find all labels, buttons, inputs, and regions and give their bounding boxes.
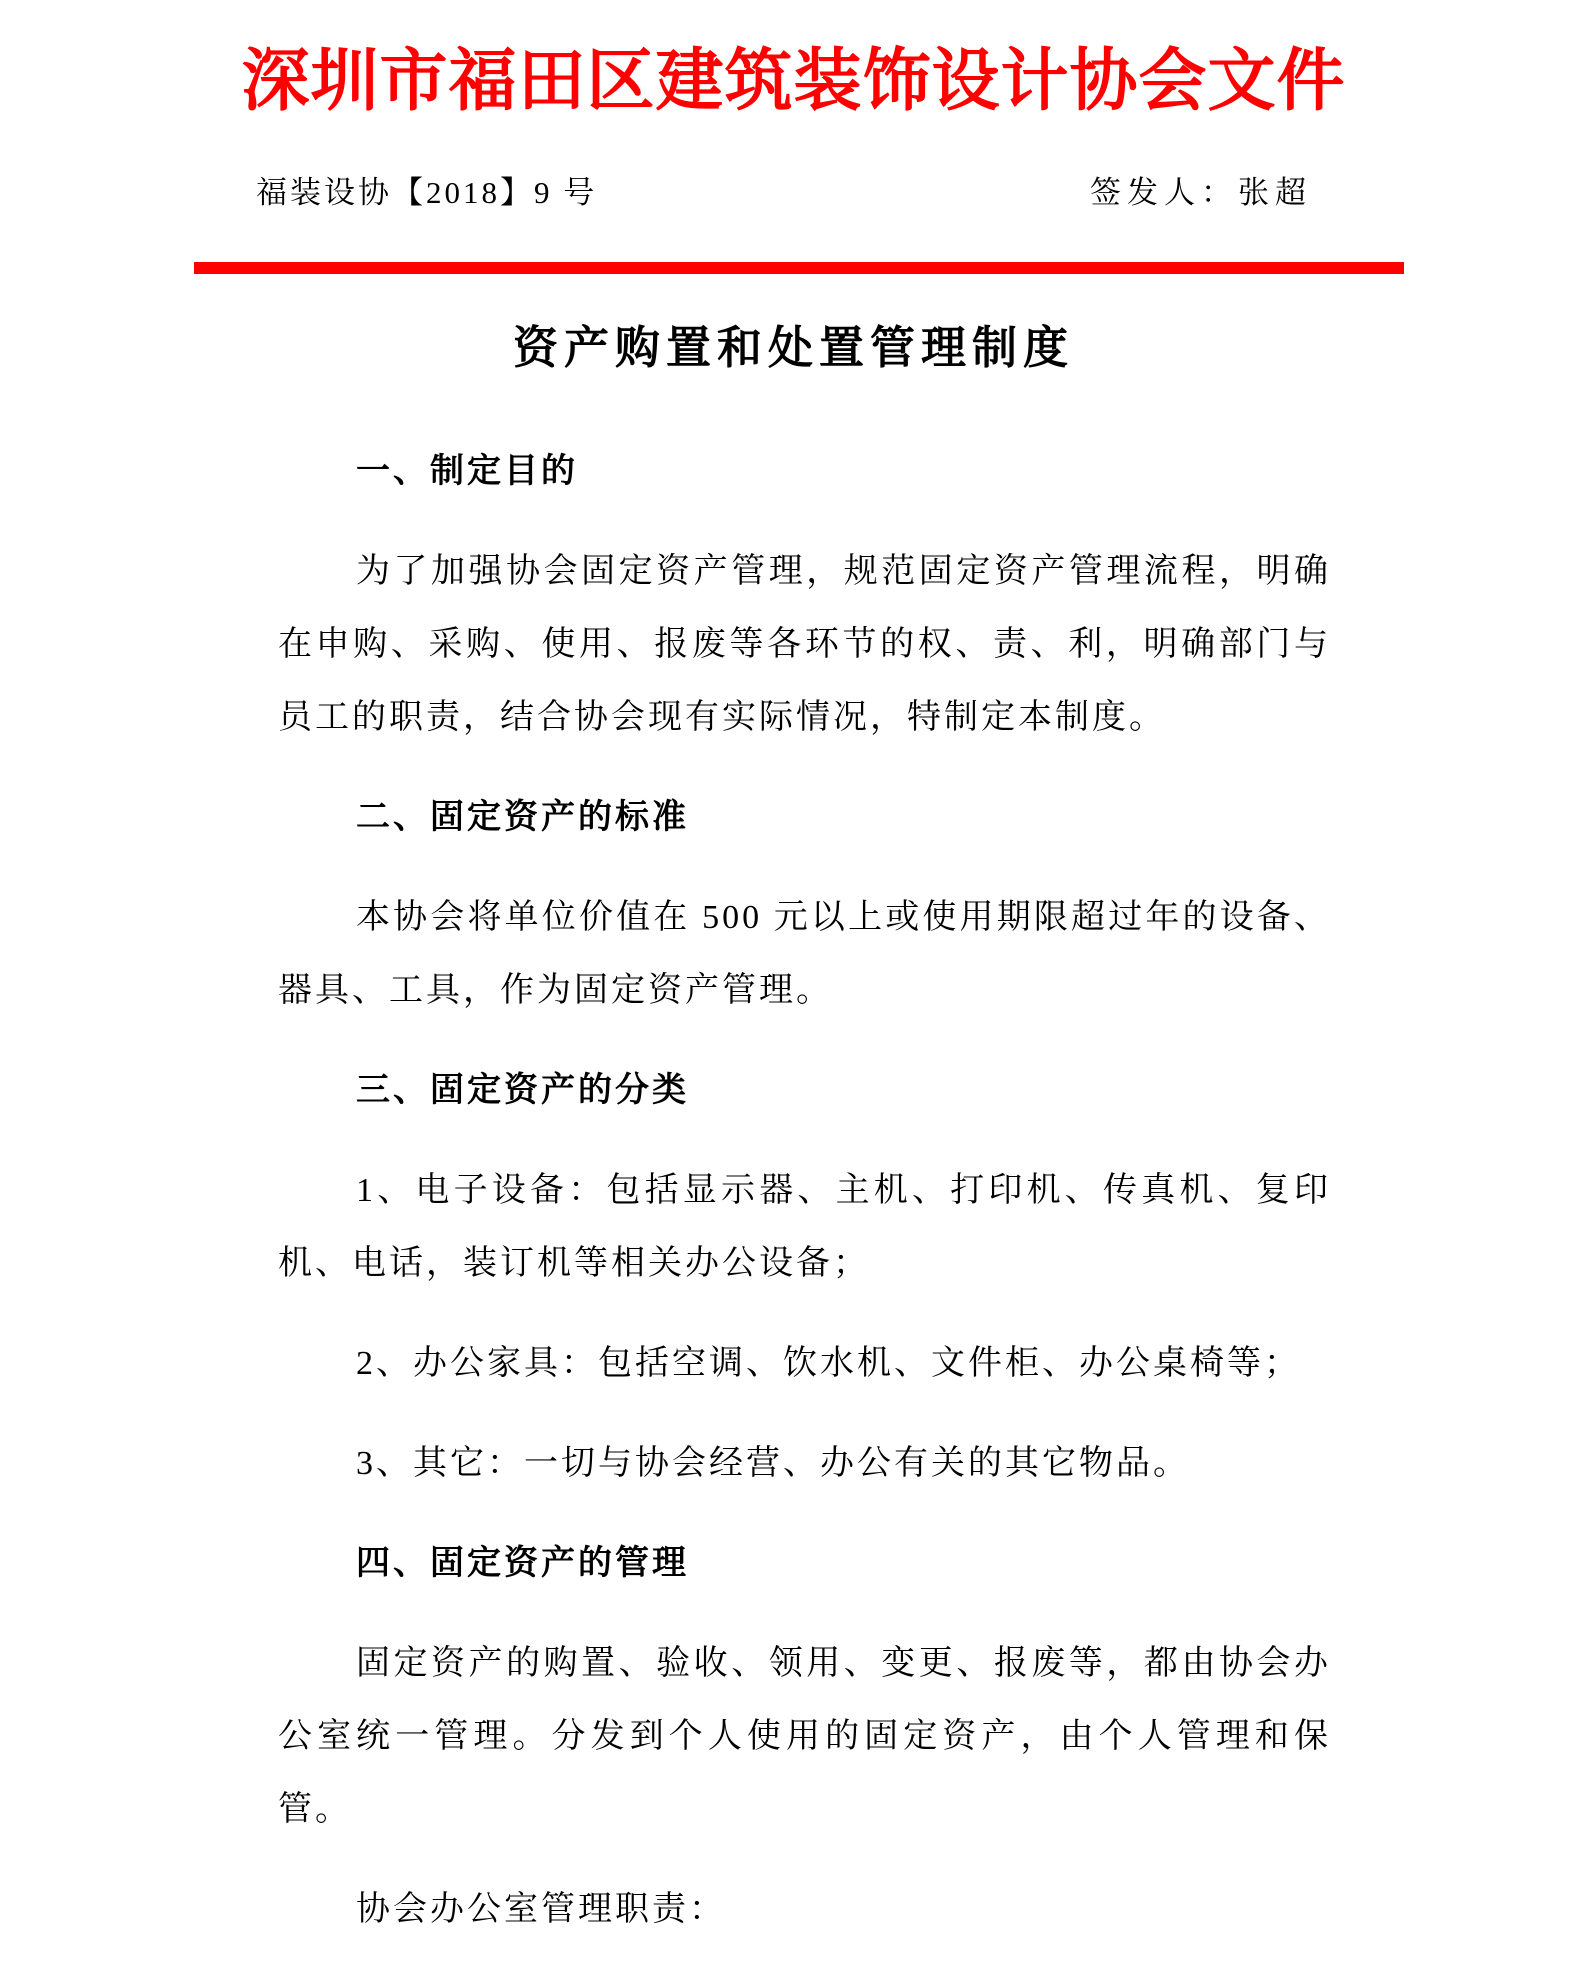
section-heading-1: 一、制定目的 [356,453,578,490]
section-heading-4: 四、固定资产的管理 [356,1545,689,1582]
doc-number: 福装设协【2018】9 号 [256,175,598,210]
paragraph: 2、办公家具：包括空调、饮水机、文件柜、办公桌椅等； [356,1345,1301,1382]
paragraph: 1、电子设备：包括显示器、主机、打印机、传真机、复印机、电话，装订机等相关办公设备； [278,1172,1331,1282]
signer-name: 签发人：张超 [1090,175,1312,210]
paragraph: 协会办公室管理职责： [356,1891,726,1928]
letterhead-divider-rule [194,262,1404,274]
doc-info-row [256,172,1312,214]
document-body [278,435,1331,1973]
letterhead-org-title: 深圳市福田区建筑装饰设计协会文件 [241,43,1346,119]
document-title: 资产购置和处置管理制度 [512,323,1074,373]
section-heading-2: 二、固定资产的标准 [356,799,689,836]
paragraph: 为了加强协会固定资产管理，规范固定资产管理流程，明确在申购、采购、使用、报废等各环节的权、责、利，明确部门与员工的职责，结合协会现有实际情况，特制定本制度。 [278,553,1331,736]
paragraph: 本协会将单位价值在 500 元以上或使用期限超过年的设备、器具、工具，作为固定资产管理。 [278,899,1331,1009]
section-heading-3: 三、固定资产的分类 [356,1072,689,1109]
paragraph: 固定资产的购置、验收、领用、变更、报废等，都由协会办公室统一管理。分发到个人使用的固定资产，由个人管理和保管。 [278,1645,1331,1828]
paragraph: 3、其它：一切与协会经营、办公有关的其它物品。 [356,1445,1190,1482]
